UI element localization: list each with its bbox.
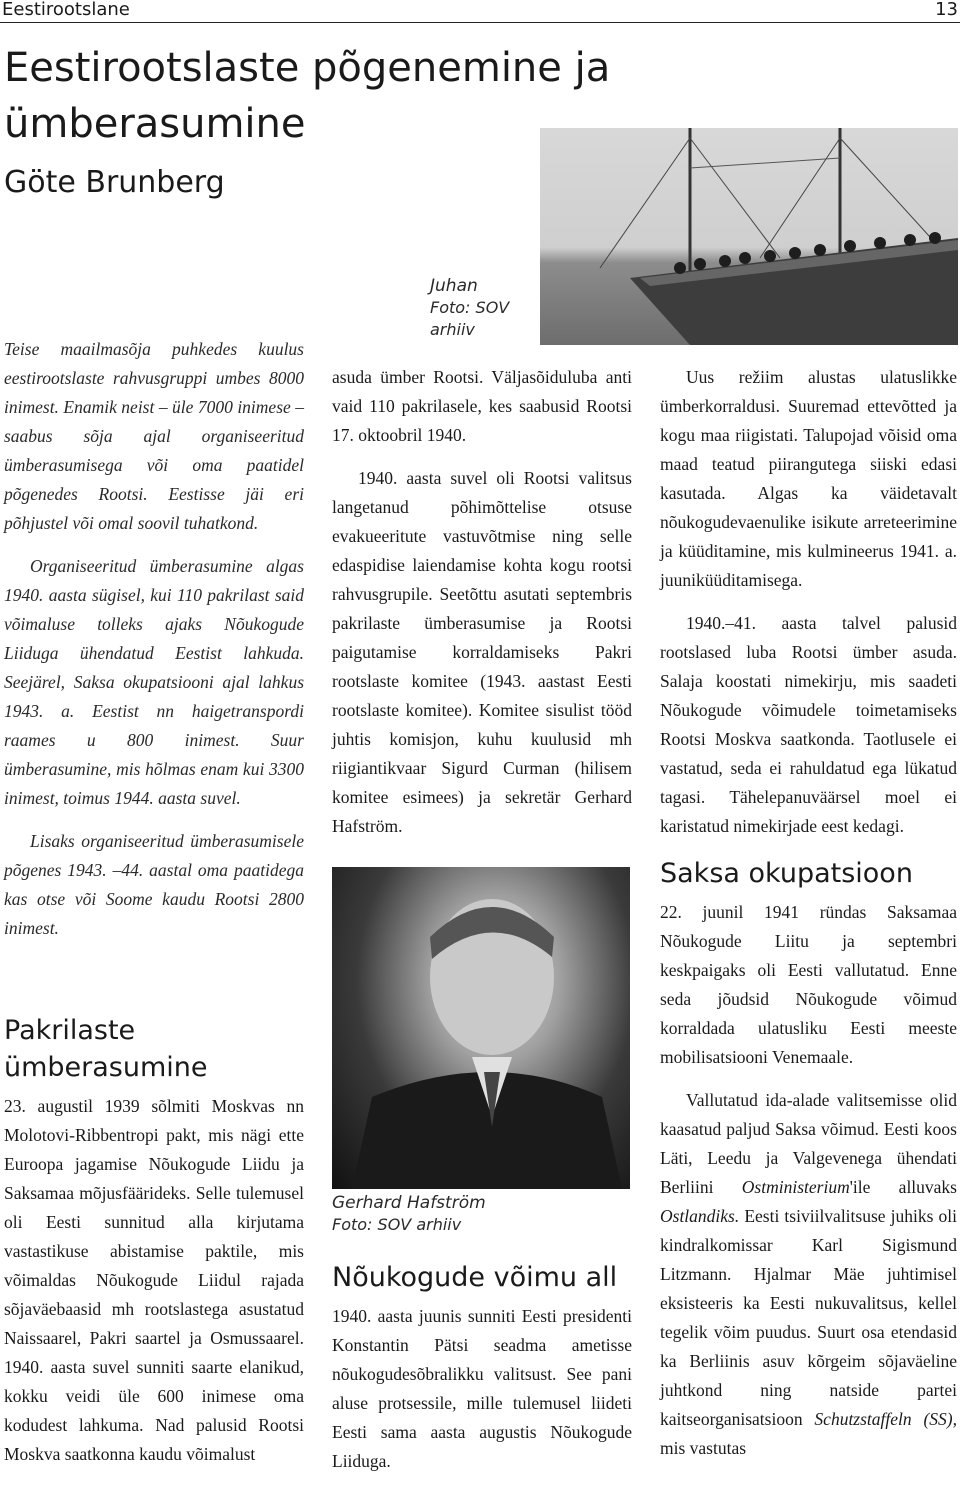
ship-photo-caption (430, 275, 545, 341)
ship-illustration (540, 128, 958, 345)
ship-caption-name: Juhan (430, 276, 478, 296)
ship-caption-credit: Foto: SOV arhiiv (430, 298, 510, 339)
paragraph: 1940. aasta suvel oli Rootsi valitsus langetanud põhimõttelise otsuse evakueeritute vastuvõtmise ning selle edaspidise laiendamise kohta kogu rootsi rahvusgrupile. Seetõttu asutati septembris pakrilaste ümberasumise ja Rootsi paigutamise korraldamiseks Pakri rootslaste komitee (1943. aastast Eesti rootslaste komitee). Komitee sisulist tööd juhtis komisjon, kuhu kuulusid mh riigiantikvaar Sigurd Curman (hilisem komitee esimees) ja sekretär Gerhard Hafström. (332, 468, 632, 836)
subheading-saksa: Saksa okupatsioon (660, 858, 913, 889)
column-2-body (332, 1255, 632, 1490)
running-header (0, 0, 960, 23)
subheading-noukogude: Nõukogude võimu all (332, 1262, 618, 1293)
term-schutzstaffeln: Schutzstaffeln (SS), (814, 1409, 958, 1429)
lead-paragraph-3: Lisaks organiseeritud ümberasumisele põgenes 1943. –44. aastal oma paatidega kas otse või Soome kaudu Rootsi 2800 inimest. (4, 831, 304, 938)
page-number: 13 (935, 0, 958, 20)
lead-paragraph-2: Organiseeritud ümberasumine algas 1940. aasta sügisel, kui 110 pakrilast said võimaluse tolleks ajaks Nõukogude Liiduga ühendatud Eestist lahkuda. Seejärel, Saksa okupatsiooni ajal lahkus 1943. a. Eestist nn haigetranspordi raames u 800 inimest. Suur ümberasumine, mis hõlmas enam kui 3300 inimest, toimus 1944. aasta suvel. (4, 556, 304, 808)
paragraph (660, 1086, 957, 1463)
text: mis vastutas (660, 1438, 747, 1458)
text: Vallutatud ida-alade valitsemisse olid kaasatud paljud Saksa võimud. Eesti koos Läti, Leedu ja Valgevenega ühendati Berliini (660, 1090, 957, 1197)
portrait-illustration (332, 867, 630, 1189)
article-author: Göte Brunberg (4, 165, 225, 200)
ship-photo (540, 128, 958, 345)
paragraph: Uus režiim alustas ulatuslikke ümberkorraldusi. Suuremad ettevõtted ja kogu maa riigistati. Talupojad võisid oma maad teatud piirangutega siiski edasi kasutada. Algas ka väidetavalt nõukogudevaenulike isikute arreteerimine ja küüditamine, mis kulmineerus 1941. a. juuniküüditamisega. (660, 367, 957, 590)
portrait-photo (332, 867, 630, 1189)
term-ostland: Ostlandiks. (660, 1206, 740, 1226)
text: Eesti tsiviilvalitsuse juhiks oli kindralkomissar Karl Sigismund Litzmann. Hjalmar Mäe juhtimisel eksisteeris ka Eesti nukuvalitsus, kellel tegelik võim puudus. Suurt osa etendasid ka Berliinis asuv kõrgeim sõjaväeline juhtkond ning natside partei kaitseorganisatsioon (660, 1206, 957, 1429)
column-1-body (4, 1008, 304, 1483)
article-title: Eestirootslaste põgenemine ja ümberasumine (4, 45, 611, 147)
portrait-caption-name: Gerhard Hafström (332, 1193, 486, 1213)
subheading-pakrilaste: Pakrilaste ümberasumine (4, 1015, 208, 1083)
term-ostministerium: Ostministerium (741, 1177, 850, 1197)
paragraph: 1940.–41. aasta talvel palusid rootslased luba Rootsi ümber asuda. Salaja koostati nimekirju, mis saadeti Nõukogude võimudele toimetamiseks Rootsi Moskva saatkonda. Taotlusele ei vastatud, seda ei rahuldatud ega lükatud tagasi. Tähelepanuväärsel moel ei karistatud nimekirjade eest kedagi. (660, 613, 957, 836)
paragraph: 22. juunil 1941 ründas Saksamaa Nõukogude Liitu ja septembri keskpaigaks oli Eesti vallutatud. Enne seda jõudsid Nõukogude võimud korraldada ulatusliku Eesti meeste mobilisatsiooni Venemaale. (660, 902, 957, 1067)
paragraph: 1940. aasta juunis sunniti Eesti presidenti Konstantin Pätsi seadma ametisse nõukogudesõbralikku valitsust. See pani aluse protsessile, mille tulemusel liideti Eesti sama aasta augustis Nõukogude Liiduga. (332, 1306, 632, 1471)
column-3 (660, 363, 957, 1477)
text: 'ile alluvaks (849, 1177, 957, 1197)
paragraph: 23. augustil 1939 sõlmiti Moskvas nn Molotovi-Ribbentropi pakt, mis nägi ette Euroopa jagamise Nõukogude Liidu ja Saksamaa mõjusfäärideks. Selle tulemusel oli Eesti sunnitud alla kirjutama vastastikuse abistamise paktile, mis võimaldas Nõukogude Liidul rajada sõjaväebaasid mh rootslastega asustatud Naissaarel, Pakri saartel ja Osmussaarel. 1940. aasta suvel sunniti saarte elanikud, kokku veidi üle 600 inimese oma kodudest lahkuma. Nad palusid Rootsi Moskva saatkonna kaudu võimalust (4, 1096, 304, 1464)
portrait-caption (332, 1192, 632, 1236)
lead-paragraph: Teise maailmasõja puhkedes kuulus eestirootslaste rahvusgruppi umbes 8000 inimest. Enamik neist – üle 7000 inimese – saabus sõja ajal organiseeritud ümberasumisega või oma paatidel põgenedes Rootsi. Eestisse jäi eri põhjustel või omal soovil tuhatkond. (4, 339, 304, 533)
column-2 (332, 363, 632, 855)
portrait-caption-credit: Foto: SOV arhiiv (332, 1215, 462, 1234)
paragraph: asuda ümber Rootsi. Väljasõiduluba anti vaid 110 pakrilasele, kes saabusid Rootsi 17. oktoobril 1940. (332, 367, 632, 445)
section-name: Eestirootslane (2, 0, 130, 20)
column-1 (4, 335, 304, 957)
